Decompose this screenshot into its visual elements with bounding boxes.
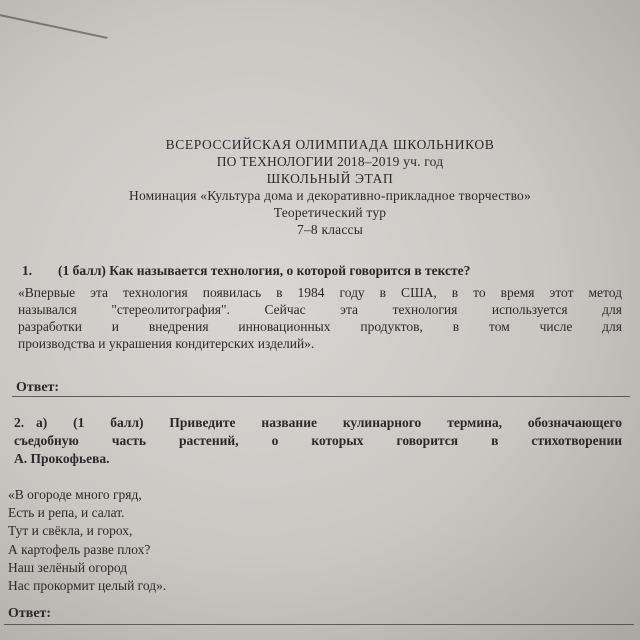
- quote-line: разработки и внедрения инновационных продуктов, в том числе для: [18, 319, 622, 334]
- question-2-poem: [8, 486, 166, 595]
- header-nomination: Номинация «Культура дома и декоративно-прикладное творчество»: [129, 188, 531, 203]
- question-1-quote: [18, 284, 622, 352]
- question-1-title: [22, 262, 622, 280]
- paper-edge-mark: [0, 12, 108, 39]
- header-round: Теоретический тур: [273, 205, 387, 220]
- question-2-number: 2.: [14, 415, 25, 430]
- question-2-answer-label: Ответ:: [8, 606, 52, 621]
- poem-line: Есть и репа, и салат.: [8, 505, 125, 521]
- question-2-text-line: А. Прокофьева.: [14, 451, 110, 466]
- poem-line: Наш зелёный огород: [8, 559, 128, 575]
- document-header: [60, 136, 600, 238]
- question-2-text-line: съедобную часть растений, о которых говорится в стихотворении: [14, 433, 622, 448]
- header-grades: 7–8 классы: [297, 222, 363, 237]
- poem-line: «В огороде много гряд,: [8, 487, 142, 502]
- poem-line: Нас прокормит целый год».: [8, 578, 167, 594]
- question-2-title: [14, 414, 622, 468]
- header-olympiad: ВСЕРОССИЙСКАЯ ОЛИМПИАДА ШКОЛЬНИКОВ: [165, 137, 495, 152]
- question-2-answer-line: [4, 624, 634, 625]
- poem-line: Тут и свёкла, и горох,: [8, 523, 133, 539]
- question-1-answer-label: Ответ:: [16, 380, 60, 395]
- question-1-answer-line: [12, 396, 630, 397]
- header-stage: ШКОЛЬНЫЙ ЭТАП: [266, 171, 394, 186]
- poem-line: А картофель разве плох?: [8, 541, 151, 557]
- quote-line: «Впервые эта технология появилась в 1984 году в США, в то время этот метод: [18, 285, 622, 300]
- quote-line: производства и украшения кондитерских изделий».: [18, 336, 315, 351]
- question-1-text: (1 балл) Как называется технология, о которой говорится в тексте?: [58, 263, 471, 278]
- question-2-text-line: а) (1 балл) Приведите название кулинарного термина, обозначающего: [36, 415, 622, 430]
- question-1-number: 1.: [22, 263, 33, 278]
- quote-line: назывался "стереолитография". Сейчас эта технология используется для: [18, 302, 622, 317]
- header-subject-year: ПО ТЕХНОЛОГИИ 2018–2019 уч. год: [216, 154, 444, 169]
